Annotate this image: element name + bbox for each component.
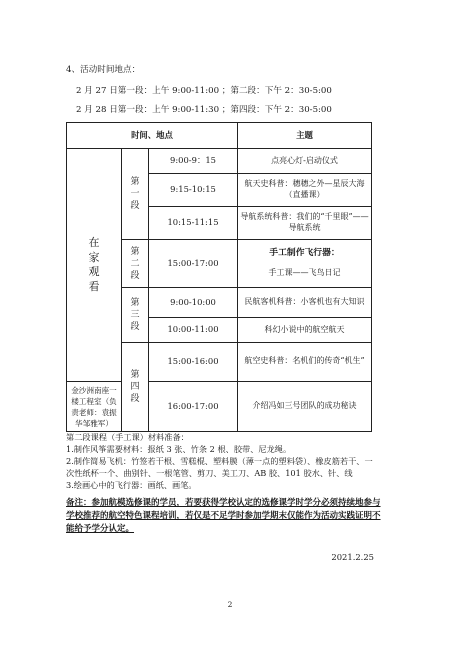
place-home-char-3: 观 [88,265,100,279]
topic-cell [238,239,372,288]
header-topic: 主题 [238,123,372,149]
materials-heading: 第二段课程（手工课）材料准备： [66,432,189,442]
time-cell: 9:00-10:00 [149,288,238,318]
time-cell: 16:00-17:00 [149,382,238,432]
header-time-place: 时间、地点 [67,123,238,149]
place-home-char-4: 看 [88,280,100,294]
schedule-line-2: 2 月 28 日第一段：上午 9:00-11:30 ；第四段：下午 2：30-5:00 [76,105,332,115]
segment-2-label: 第 二 段 [122,239,149,288]
place-office: 金沙洲南座一楼工程室（负责老师：袁振华邹雅军） [67,382,122,432]
topic-cell: 导航系统科普：我们的“千里眼”——导航系统 [238,206,372,239]
place-home [67,149,122,382]
materials-line: 1.制作风筝需要材料：报纸 3 张、竹条 2 根、胶带、尼龙绳。 [66,444,292,454]
topic-cell: 科幻小说中的航空航天 [238,318,372,342]
topic-cell: 航空史科普：名机们的传奇“机生” [238,342,372,382]
topic-cell: 点亮心灯-启动仪式 [238,149,372,173]
segment-1-label: 第 一 段 [122,149,149,239]
note-text: 备注：参加航模选修课的学员，若要获得学校认定的选修课学时学分必须持续地参与学校推荐的航空特色课程培训，若仅是不足学时参加学期末仅能作为活动实践证明不能给予学分认定。 [66,498,381,534]
schedule-line-1: 2 月 27 日第一段：上午 9:00-11:00 ；第二段：下午 2：30-5:00 [76,86,332,96]
segment-3-label: 第 三 段 [122,288,149,342]
segment-4-label: 第 四 段 [122,342,149,431]
materials-line: 2.制作简易飞机：竹签若干根、雪糕棍、塑料膜（薄一点的塑料袋）、橡皮筋若干、一 [66,456,373,466]
topic-cell: 民航客机科普：小客机也有大知识 [238,288,372,318]
topic-title: 手工制作飞行器： [269,248,340,259]
topic-cell: 航天史科普：穗穗之外—星辰大海（直播课） [238,173,372,206]
note-paragraph [66,497,384,535]
time-cell: 15:00-16:00 [149,342,238,382]
place-home-char-2: 家 [88,250,100,264]
time-cell: 10:00-11:00 [149,318,238,342]
page-number: 2 [227,600,233,609]
time-cell: 9:15-10:15 [149,173,238,206]
topic-cell: 介绍冯如三号团队的成功秘诀 [238,382,372,432]
place-home-char-1: 在 [88,235,100,249]
time-cell: 10:15-11:15 [149,206,238,239]
section-heading: 4、活动时间地点： [66,65,141,75]
time-cell: 9:00-9：15 [149,149,238,173]
materials-line: 3.绘画心中的飞行器：画纸、画笔。 [66,480,197,490]
materials-line: 次性纸杯一个、曲别针、一根笔管、剪刀、美工刀、AB 胶、101 胶水、针、线 [66,468,353,478]
schedule-table [66,122,372,432]
document-date: 2021.2.25 [331,552,374,562]
topic-subtitle: 手工课——飞鸟日记 [268,268,341,278]
time-cell: 15:00-17:00 [149,239,238,288]
